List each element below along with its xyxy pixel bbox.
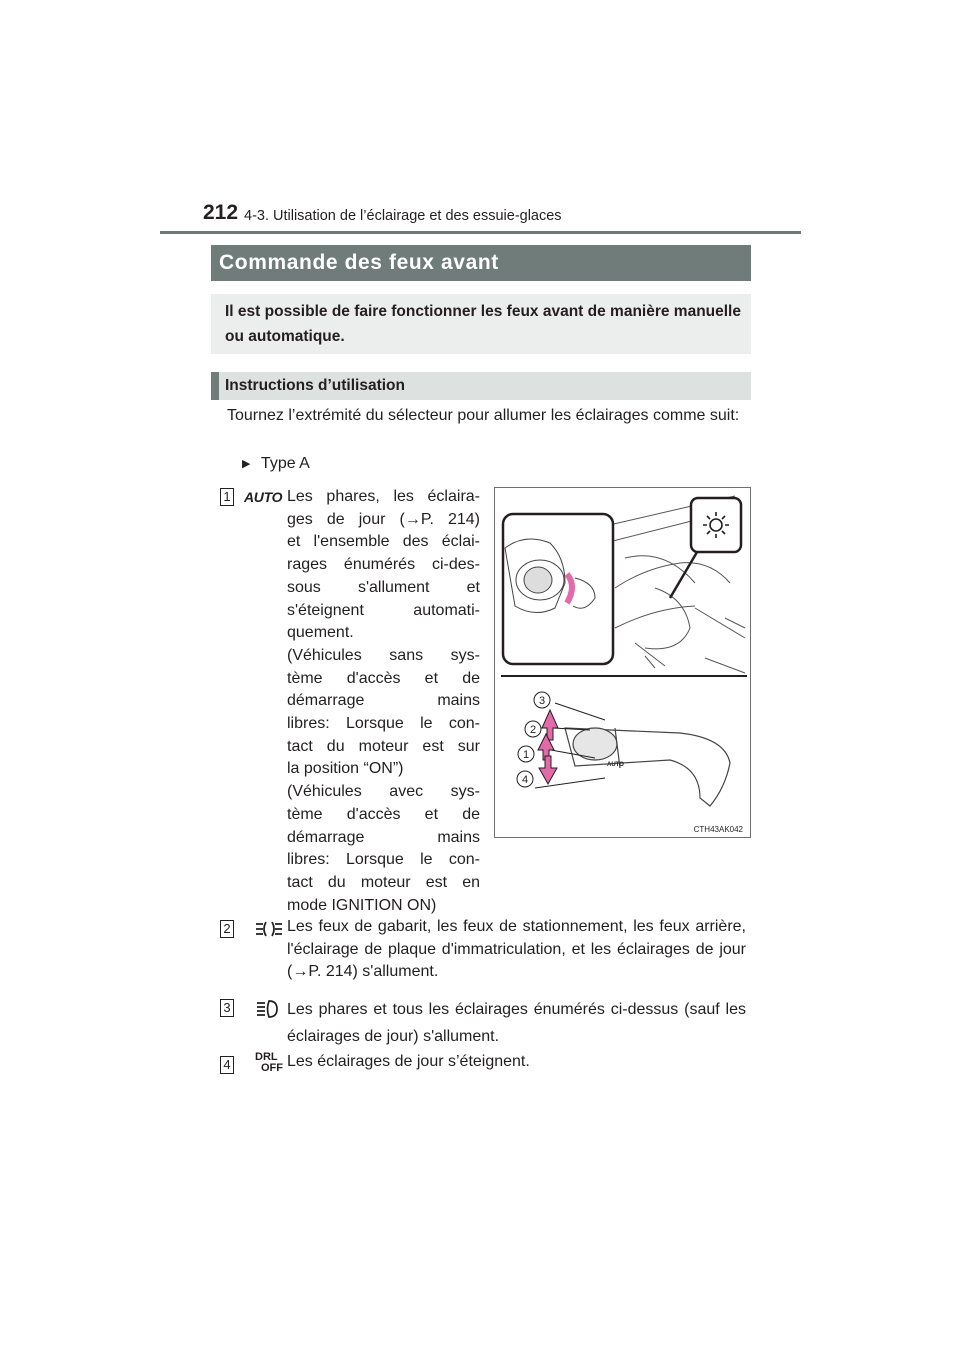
type-label (242, 455, 310, 473)
item-1-line: (Véhicules avec sys- (287, 783, 480, 801)
callout-4: 4 (521, 774, 529, 786)
switch-label-auto: AUTO (607, 762, 624, 768)
item-2-text: Les feux de gabarit, les feux de stationnement, les feux arrière, l'éclairage de plaque d'immatriculation, et les éclairages de jour (→P. 214) s'allument. (287, 918, 746, 981)
item-1-line: démarrage mains (287, 692, 480, 710)
intro-text: Il est possible de faire fonctionner les feux avant de manière manuelle ou automatique. (211, 294, 751, 354)
item-3-text: Les phares et tous les éclairages énumérés ci-dessus (sauf les éclairages de jour) s'allument. (287, 1001, 746, 1045)
page-number: 212 (203, 201, 239, 224)
item-4-text: Les éclairages de jour s’éteignent. (287, 1053, 530, 1070)
subsection-title: Instructions d’utilisation (211, 372, 751, 400)
callout-1: 1 (522, 749, 530, 761)
callout-3: 3 (538, 695, 546, 707)
section-heading: 4-3. Utilisation de l’éclairage et des essuie-glaces (244, 208, 562, 224)
item-number-1: 1 (220, 488, 234, 506)
headlight-icon (254, 997, 280, 1021)
drl-off-icon (255, 1052, 283, 1074)
side-lights-icon (254, 917, 284, 941)
item-number-2: 2 (220, 920, 234, 938)
drl-icon-top: DRL (255, 1051, 278, 1063)
item-1-line: tème d'accès et de (287, 805, 480, 823)
item-1-line: libres: Lorsque le con- (287, 715, 480, 733)
item-1-line: quement. (287, 624, 354, 642)
illustration-svg (495, 488, 750, 837)
item-number-3: 3 (220, 999, 234, 1017)
item-1-line: mode IGNITION ON) (287, 896, 437, 914)
item-1-line: ges de jour (→P. 214) (287, 510, 480, 528)
header-divider (160, 231, 801, 234)
item-1-line: démarrage mains (287, 828, 480, 846)
item-1-line: tact du moteur est sur (287, 737, 480, 755)
type-label-text: Type A (260, 455, 310, 472)
instruction-text: Tournez l’extrémité du sélecteur pour allumer les éclairages comme suit: (227, 407, 740, 424)
item-1-line: tème d'accès et de (287, 669, 480, 687)
item-1-line: la position “ON”) (287, 760, 404, 778)
headlight-switch-illustration (494, 487, 751, 838)
item-1-line: (Véhicules sans sys- (287, 646, 480, 664)
triangle-bullet-icon: ▶ (242, 458, 251, 470)
page-title: Commande des feux avant (211, 245, 751, 281)
item-number-4: 4 (220, 1056, 234, 1074)
item-1-line: et l'ensemble des éclai- (287, 533, 480, 551)
item-1-line: tact du moteur est en (287, 873, 480, 891)
item-1-line: libres: Lorsque le con- (287, 851, 480, 869)
drl-icon-bottom: OFF (261, 1062, 283, 1074)
item-1-line: sous s'allument et (287, 578, 480, 596)
item-1-line: Les phares, les éclaira- (287, 488, 480, 505)
figure-code: CTH43AK042 (693, 825, 743, 834)
item-1-text (287, 486, 480, 917)
lever-arrows (538, 710, 558, 784)
auto-icon: AUTO (244, 489, 283, 505)
item-1-line: rages énumérés ci-des- (287, 556, 480, 574)
item-1-line: s'éteignent automati- (287, 601, 480, 619)
callout-2: 2 (529, 724, 537, 736)
